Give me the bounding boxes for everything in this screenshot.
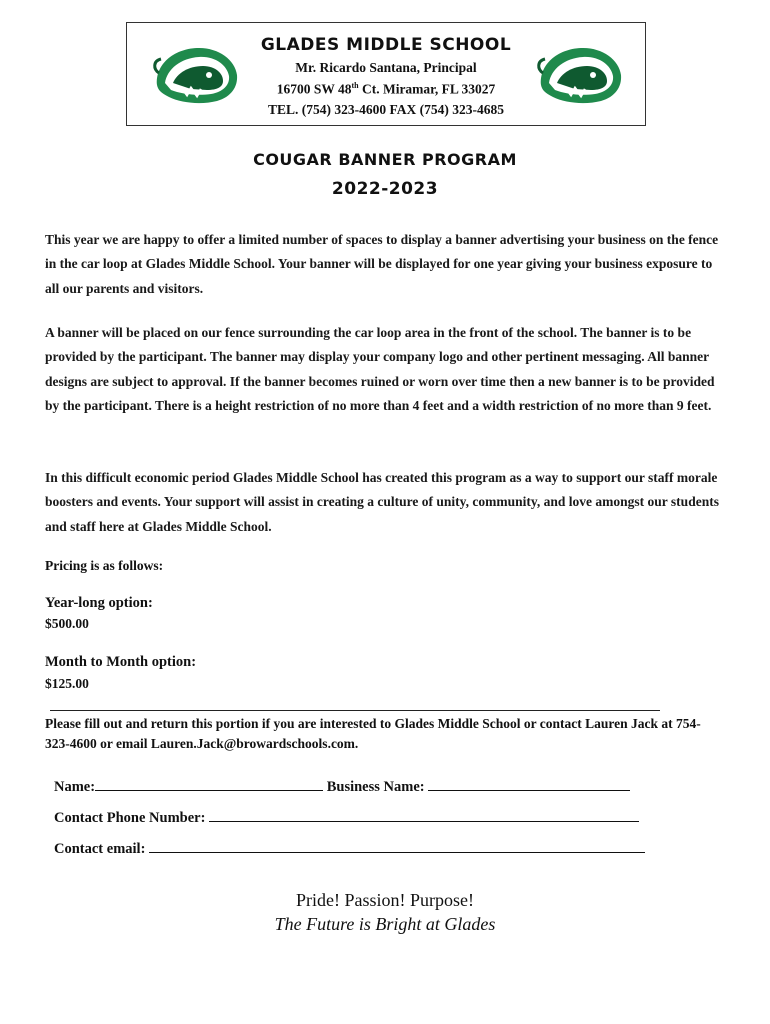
cut-line-divider <box>50 710 660 711</box>
name-business-row <box>54 776 630 796</box>
support-paragraph: In this difficult economic period Glades Middle School has created this program as a way to support our staff morale boosters and events. Your support will assist in creating a culture of unity, community, and love amongst our students and staff here at Glades Middle School. <box>45 470 719 534</box>
principal-line: Mr. Ricardo Santana, Principal <box>295 60 477 75</box>
email-row <box>54 838 645 858</box>
banner-details-paragraph: A banner will be placed on our fence surrounding the car loop area in the front of the school. The banner is to be provided by the participant. The banner may display your company logo and other pertinent messaging. All banner designs are subject to approval. If the banner becomes ruined or worn over time then a new banner is to be provided by the participant. There is a height restriction of no more than 4 feet and a width restriction of no more than 9 feet. <box>45 325 715 413</box>
return-notice: Please fill out and return this portion if you are interested to Glades Middle School or contact Lauren Jack at 754-323-4600 or email Lauren.Jack@browardschools.com. <box>45 716 701 751</box>
year-option-price: $500.00 <box>45 616 89 631</box>
program-year: 2022-2023 <box>331 179 439 199</box>
address-post: Ct. Miramar, FL 33027 <box>358 81 496 97</box>
phone-fax-line: TEL. (754) 323-4600 FAX (754) 323-4685 <box>268 102 504 117</box>
pricing-intro: Pricing is as follows: <box>45 558 164 573</box>
letterhead-box <box>126 22 646 126</box>
school-name: GLADES MIDDLE SCHOOL <box>260 35 512 55</box>
business-name-label: Business Name: <box>326 779 429 795</box>
address-pre: 16700 SW 48 <box>276 81 352 97</box>
year-option-label: Year-long option: <box>45 595 153 611</box>
phone-field[interactable] <box>209 807 639 822</box>
motto: Pride! Passion! Purpose! <box>296 890 474 910</box>
program-title: COUGAR BANNER PROGRAM <box>253 150 517 169</box>
email-label: Contact email: <box>54 841 150 857</box>
intro-paragraph: This year we are happy to offer a limited number of spaces to display a banner advertising your business on the fence in the car loop at Glades Middle School. Your banner will be displayed for one year giving your business exposure to all our parents and visitors. <box>45 232 719 296</box>
email-field[interactable] <box>149 838 645 853</box>
cougar-logo-icon <box>535 43 625 109</box>
name-label: Name: <box>54 779 96 795</box>
tagline: The Future is Bright at Glades <box>274 914 496 934</box>
name-field[interactable] <box>95 776 323 791</box>
month-option-price: $125.00 <box>45 676 89 691</box>
address-sup: th <box>351 81 359 90</box>
month-option-label: Month to Month option: <box>45 654 197 670</box>
business-name-field[interactable] <box>428 776 630 791</box>
phone-label: Contact Phone Number: <box>54 810 210 826</box>
phone-row <box>54 807 639 827</box>
